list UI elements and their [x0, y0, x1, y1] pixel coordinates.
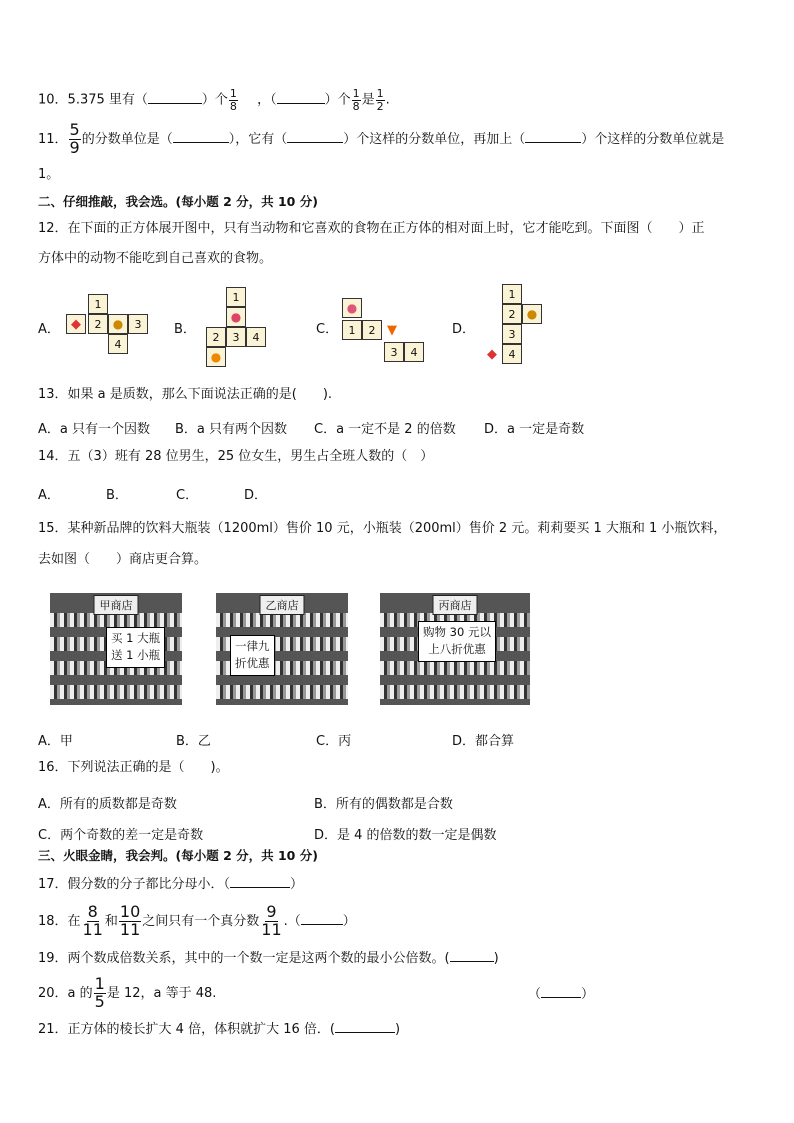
face-2: 2: [88, 314, 108, 334]
answer-blank[interactable]: [301, 913, 343, 925]
fraction: $\frac{10}{11}$: [119, 902, 141, 939]
monkey-face: [206, 347, 226, 367]
fraction: $\frac{1}{2}$: [376, 87, 384, 113]
shop-sign: 一律九 折优惠: [230, 635, 275, 676]
shop-title: 甲商店: [94, 595, 139, 615]
shop-sign: 买 1 大瓶 送 1 小瓶: [106, 627, 165, 668]
question-13: 13．如果 a 是质数，那么下面说法正确的是( ).: [38, 387, 333, 402]
question-21: 21．正方体的棱长扩大 4 倍，体积就扩大 16 倍．( ): [38, 1022, 401, 1037]
q15-option-d[interactable]: D．都合算: [452, 734, 515, 749]
q15-option-b[interactable]: B．乙: [176, 734, 211, 749]
face-1: 1: [226, 287, 246, 307]
q15-option-c[interactable]: C．丙: [316, 734, 352, 749]
question-15-line2: 去如图（ ）商店更合算。: [38, 552, 208, 567]
carrot-icon: ▼: [387, 322, 397, 338]
face-4: 4: [108, 334, 128, 354]
cat-face: [108, 314, 128, 334]
peach-face: [226, 307, 246, 327]
answer-blank[interactable]: [541, 986, 581, 998]
question-11: 11． $\frac{5}{9}$ 的分数单位是（ ），它有（ ）个这样的分数单位，再加上（ ）个这样的分数单位就是: [38, 120, 725, 157]
question-19: 19．两个数成倍数关系，其中的一个数一定是这两个数的最小公倍数。( ): [38, 951, 499, 966]
fish-icon: ◆: [487, 346, 497, 362]
answer-blank[interactable]: [230, 876, 290, 888]
rabbit-face: [342, 298, 362, 318]
fraction: $\frac{9}{11}$: [261, 902, 282, 939]
face-4: 4: [502, 344, 522, 364]
option-a-label[interactable]: A．: [38, 322, 60, 337]
face-3: 3: [384, 342, 404, 362]
answer-blank[interactable]: [335, 1021, 395, 1033]
question-12-line1: 12．在下面的正方体展开图中，只有当动物和它喜欢的食物在正方体的相对面上时，它才能吃到。下面图（ ）正: [38, 221, 705, 236]
fish-face: [66, 314, 86, 334]
fraction: $\frac{8}{11}$: [82, 902, 103, 939]
answer-blank[interactable]: [287, 131, 343, 143]
face-1: 1: [88, 294, 108, 314]
cat-icon: ●: [526, 307, 538, 321]
fraction: $\frac{1}{8}$: [352, 87, 360, 113]
answer-blank[interactable]: [173, 131, 229, 143]
q13-option-a[interactable]: A．a 只有一个因数: [38, 422, 150, 437]
face-1: 1: [342, 320, 362, 340]
shop-photo-bing: [380, 593, 530, 705]
option-c-label[interactable]: C．: [316, 322, 339, 337]
question-11-line2: 1。: [38, 167, 60, 182]
question-10: 10．5.375 里有（ ）个 $\frac{1}{8}$ ，（ ）个 $\frac{1}{8}$ 是 $\frac{1}{2}$ .: [38, 87, 390, 113]
answer-blank[interactable]: [148, 92, 202, 104]
section-3-heading: 三、火眼金睛，我会判。(每小题 2 分，共 10 分): [38, 848, 318, 863]
question-15-line1: 15．某种新品牌的饮料大瓶装（1200ml）售价 10 元，小瓶装（200ml）售价 2 元。莉莉要买 1 大瓶和 1 小瓶饮料，: [38, 521, 727, 536]
carrot-face: [382, 320, 402, 340]
question-14: 14．五（3）班有 28 位男生，25 位女生，男生占全班人数的（ ）: [38, 449, 434, 464]
shop-photo-jia: [50, 593, 182, 705]
face-2: 2: [502, 304, 522, 324]
peach-icon: ●: [230, 310, 242, 324]
shop-title: 乙商店: [260, 595, 305, 615]
q14-option-b[interactable]: B．: [106, 488, 128, 503]
fish-icon: ◆: [71, 316, 81, 332]
face-4: 4: [246, 327, 266, 347]
face-4: 4: [404, 342, 424, 362]
face-2: 2: [206, 327, 226, 347]
option-b-label[interactable]: B．: [174, 322, 196, 337]
fraction: $\frac{1}{5}$: [94, 974, 105, 1011]
fraction: $\frac{5}{9}$: [69, 120, 80, 157]
shop-sign: 购物 30 元以 上八折优惠: [418, 621, 496, 662]
question-16: 16．下列说法正确的是（ )。: [38, 760, 229, 775]
shop-title: 丙商店: [433, 595, 478, 615]
question-20: 20．a 的 $\frac{1}{5}$ 是 12，a 等于 48.: [38, 974, 217, 1011]
answer-blank[interactable]: [450, 950, 494, 962]
rabbit-icon: ●: [346, 301, 358, 315]
face-3: 3: [502, 324, 522, 344]
fraction: $\frac{1}{8}$: [229, 87, 237, 113]
cat-face: [522, 304, 542, 324]
option-d-label[interactable]: D．: [452, 322, 476, 337]
section-2-heading: 二、仔细推敲，我会选。(每小题 2 分，共 10 分): [38, 194, 318, 209]
q13-option-d[interactable]: D．a 一定是奇数: [484, 422, 585, 437]
question-12-line2: 方体中的动物不能吃到自己喜欢的食物。: [38, 251, 273, 266]
question-17: 17．假分数的分子都比分母小．（ ）: [38, 877, 304, 892]
question-20-answer: （ ）: [528, 987, 595, 1002]
face-3: 3: [226, 327, 246, 347]
fish-face: [482, 344, 502, 364]
cat-icon: ●: [112, 317, 124, 331]
q16-option-c[interactable]: C．两个奇数的差一定是奇数: [38, 828, 204, 843]
q15-option-a[interactable]: A．甲: [38, 734, 73, 749]
face-1: 1: [502, 284, 522, 304]
q16-option-d[interactable]: D．是 4 的倍数的数一定是偶数: [314, 828, 497, 843]
q13-option-c[interactable]: C．a 一定不是 2 的倍数: [314, 422, 456, 437]
monkey-icon: ●: [210, 350, 222, 364]
q13-option-b[interactable]: B．a 只有两个因数: [175, 422, 288, 437]
q14-option-a[interactable]: A．: [38, 488, 60, 503]
face-3: 3: [128, 314, 148, 334]
q14-option-c[interactable]: C．: [176, 488, 199, 503]
q16-option-a[interactable]: A．所有的质数都是奇数: [38, 797, 177, 812]
shop-photo-yi: [216, 593, 348, 705]
face-2: 2: [362, 320, 382, 340]
q14-option-d[interactable]: D．: [244, 488, 268, 503]
answer-blank[interactable]: [525, 131, 581, 143]
question-18: 18．在 $\frac{8}{11}$ 和 $\frac{10}{11}$ 之间只有一个真分数 $\frac{9}{11}$ .（ ）: [38, 902, 356, 939]
q16-option-b[interactable]: B．所有的偶数都是合数: [314, 797, 453, 812]
answer-blank[interactable]: [277, 92, 325, 104]
